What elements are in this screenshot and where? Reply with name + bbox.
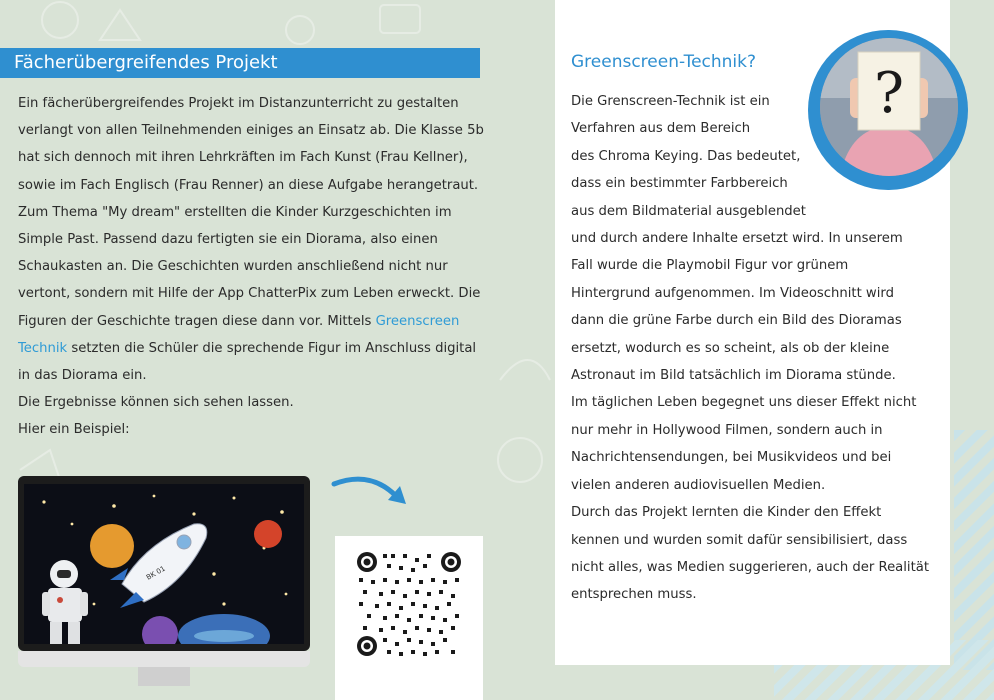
text-line: Ein fächerübergreifendes Projekt im Distanzunterricht zu gestalten — [18, 96, 459, 111]
monitor-frame — [18, 476, 310, 651]
text-line: hat sich dennoch mit ihren Lehrkräften im Fach Kunst (Frau Kellner), — [18, 150, 468, 166]
text-line: und durch andere Inhalte ersetzt wird. In unserem — [571, 231, 903, 247]
text-line-with-link: Figuren der Geschichte tragen diese dann vor. Mittels Greenscreen — [18, 313, 460, 329]
text-line: Durch das Projekt lernten die Kinder den Effekt — [571, 505, 882, 521]
text-line: Nachrichtensendungen, bei Musikvideos und bei — [571, 450, 892, 466]
text-line: Astronaut im Bild tatsächlich im Diorama stünde. — [571, 368, 896, 384]
section-header: Fächerübergreifendes Projekt — [0, 48, 480, 78]
qr-code-card — [335, 536, 483, 700]
monitor-chin — [18, 651, 310, 667]
qr-code[interactable] — [355, 550, 463, 658]
text-line: dass ein bestimmter Farbbereich — [571, 176, 788, 192]
text-line: Simple Past. Passend dazu fertigten sie ein Diorama, also einen — [18, 232, 438, 248]
text-line: nicht alles, was Medien suggerieren, auch der Realität — [571, 559, 930, 575]
text-line: Die Grenscreen-Technik ist ein — [571, 94, 770, 109]
text-line: Schaukasten an. Die Geschichten wurden anschließend nicht nur — [18, 259, 448, 275]
text-line: vielen anderen audiovisuellen Medien. — [571, 477, 826, 493]
greenscreen-link[interactable]: Greenscreen — [375, 313, 460, 329]
text-line: nur mehr in Hollywood Filmen, sondern auch in — [571, 422, 883, 438]
text-line: in das Diorama ein. — [18, 368, 147, 384]
text-line: Hintergrund aufgenommen. Im Videoschnitt wird — [571, 285, 894, 301]
decorative-stripes-right — [954, 430, 994, 670]
technik-link[interactable]: Technik — [18, 340, 68, 356]
monitor-image — [18, 476, 310, 686]
rocket-label: BK 01 — [145, 564, 167, 582]
diorama-screen — [24, 484, 304, 644]
text-line: des Chroma Keying. Das bedeutet, — [571, 148, 801, 164]
text-line: verlangt von allen Teilnehmenden einiges an Einsatz ab. Die Klasse 5b — [18, 123, 484, 139]
person-with-question-sign — [820, 38, 958, 176]
text-line: entsprechen muss. — [571, 587, 697, 603]
question-photo — [808, 30, 968, 190]
curved-arrow-icon — [330, 470, 410, 510]
text-line: Hier ein Beispiel: — [18, 422, 130, 438]
text-line: Verfahren aus dem Bereich — [571, 121, 751, 137]
text-line: vertont, sondern mit Hilfe der App ChatterPix zum Leben erweckt. Die — [18, 286, 481, 302]
text-line: sowie im Fach Englisch (Frau Renner) an diese Aufgabe herangetraut. — [18, 177, 479, 193]
project-description — [18, 90, 488, 444]
monitor-stand — [138, 667, 190, 686]
text-line: Fall wurde die Playmobil Figur vor grünem — [571, 258, 849, 274]
text-line: Die Ergebnisse können sich sehen lassen. — [18, 395, 294, 411]
text-line: Im täglichen Leben begegnet uns dieser Effekt nicht — [571, 395, 917, 411]
text-line: ersetzt, wodurch es so scheint, als ob der kleine — [571, 340, 890, 356]
text-line: aus dem Bildmaterial ausgeblendet — [571, 203, 806, 219]
greenscreen-title: Greenscreen-Technik? — [571, 52, 757, 72]
text-line: Zum Thema "My dream" erstellten die Kinder Kurzgeschichten im — [18, 204, 452, 220]
question-mark: ? — [873, 61, 905, 126]
text-line-with-link: Technik setzten die Schüler die sprechende Figur im Anschluss digital — [18, 340, 477, 356]
text-line: kennen und wurden somit dafür sensibilisiert, dass — [571, 532, 908, 548]
text-line: dann die grüne Farbe durch ein Bild des Dioramas — [571, 313, 902, 329]
